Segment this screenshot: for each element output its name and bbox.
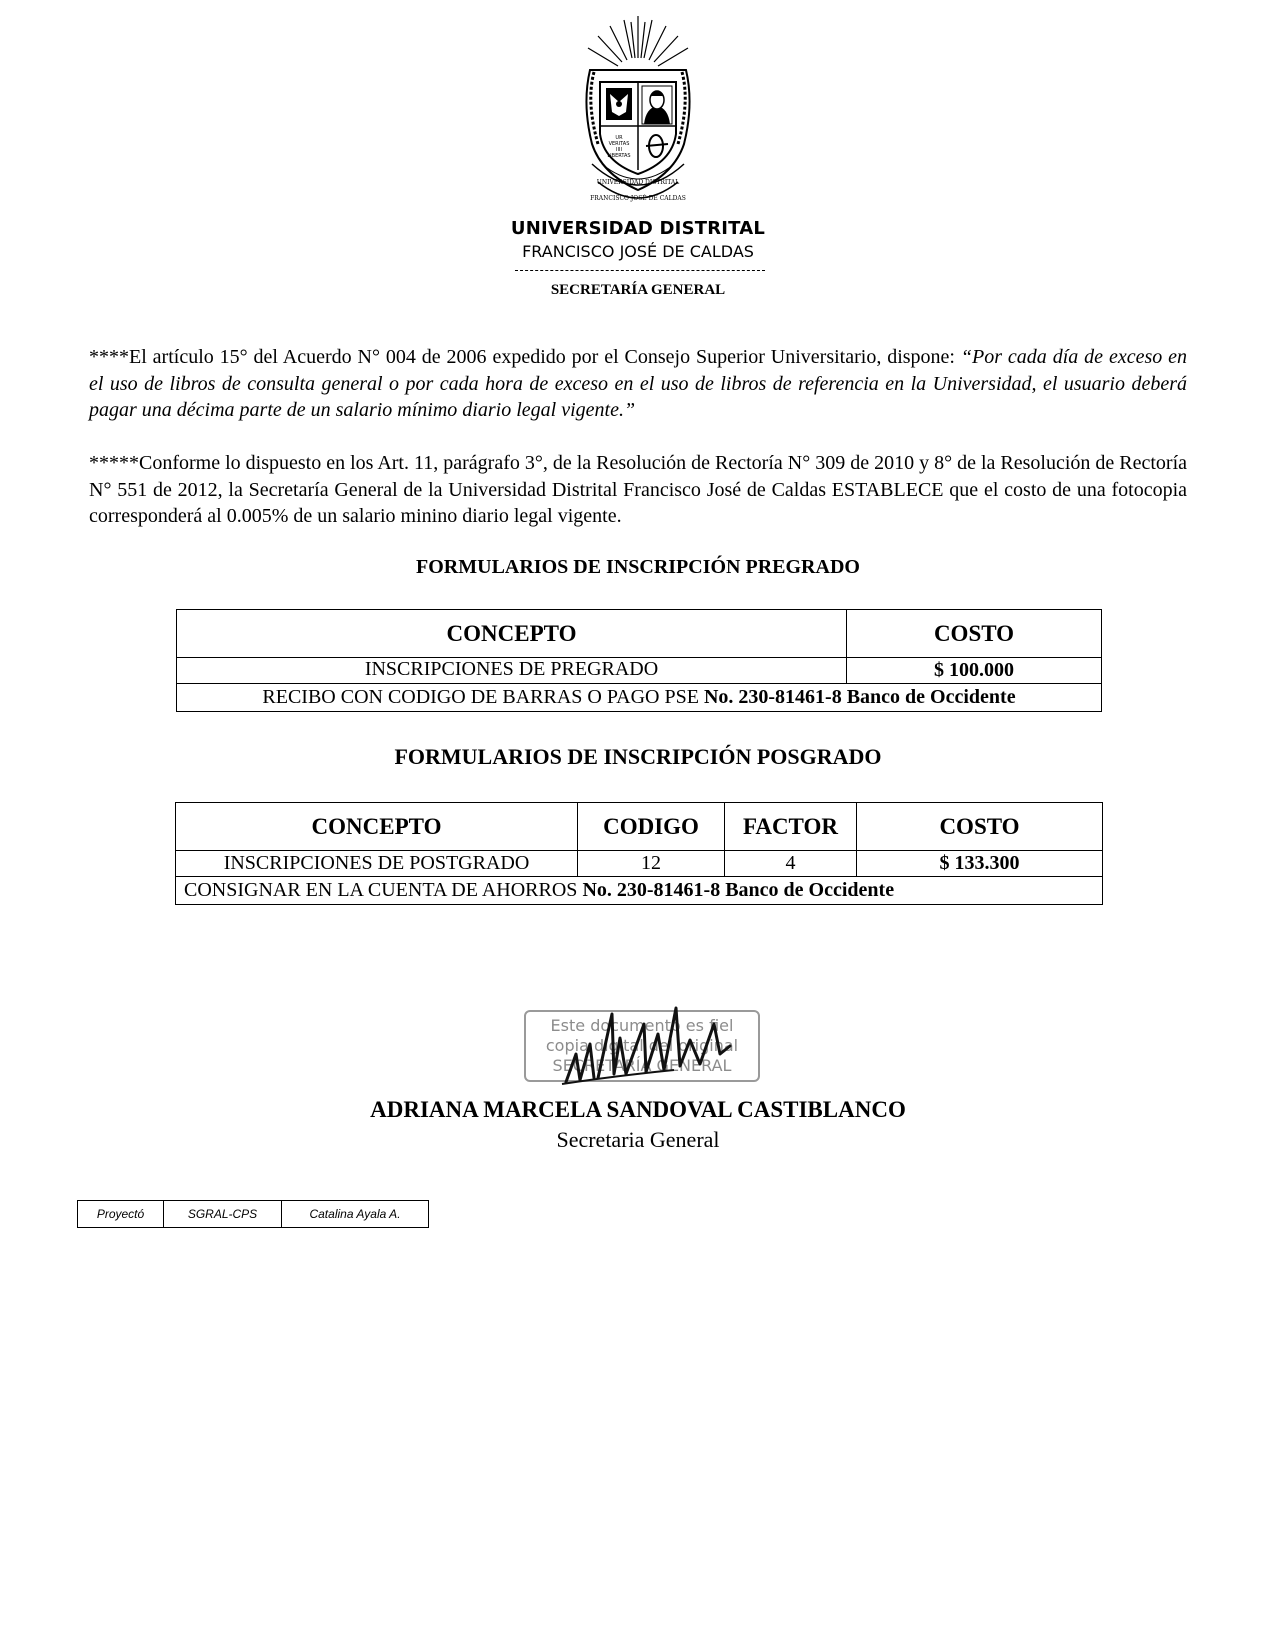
pregrado-costo-cell: $ 100.000: [847, 658, 1102, 684]
signer-name: ADRIANA MARCELA SANDOVAL CASTIBLANCO: [370, 1097, 906, 1122]
stamp-line-3: SECRETARÍA GENERAL: [552, 1056, 732, 1075]
svg-text:VERITAS: VERITAS: [608, 141, 630, 147]
pregrado-payment-method: RECIBO CON CODIGO DE BARRAS O PAGO PSE: [262, 686, 704, 708]
posgrado-factor-cell: 4: [725, 851, 857, 877]
svg-text:UNIVERSIDAD DISTRITAL: UNIVERSIDAD DISTRITAL: [596, 179, 680, 186]
posgrado-header-codigo: CODIGO: [578, 803, 725, 851]
university-crest-logo: [572, 14, 704, 210]
article-15-paragraph: [89, 344, 1187, 424]
svg-text:UR: UR: [615, 135, 623, 141]
svg-text:FRANCISCO JOSÉ DE CALDAS: FRANCISCO JOSÉ DE CALDAS: [590, 195, 686, 202]
projection-label: Proyectó: [78, 1201, 164, 1228]
posgrado-payment-note: [176, 877, 1103, 905]
university-subtitle: FRANCISCO JOSÉ DE CALDAS: [522, 242, 754, 261]
svg-text:LIBERTAS: LIBERTAS: [607, 153, 631, 159]
stamp-line-1: Este documento es fiel: [550, 1016, 734, 1035]
signer-role: Secretaria General: [556, 1127, 720, 1152]
posgrado-header-concepto: CONCEPTO: [176, 803, 578, 851]
posgrado-header-factor: FACTOR: [725, 803, 857, 851]
pregrado-account-number: No. 230-81461-8 Banco de Occidente: [703, 686, 1016, 708]
pregrado-payment-note: [177, 684, 1102, 712]
handwritten-signature: [554, 994, 744, 1094]
pregrado-header-concepto: CONCEPTO: [177, 610, 847, 658]
pregrado-table: [176, 609, 1102, 712]
article-15-quote: “Por cada día de exceso en el uso de libros de consulta general o por cada hora de exceso en el uso de libros de referencia en la Universidad, el usuario deberá pagar una décima parte de un salario mínimo diario legal vigente.”: [89, 346, 1188, 421]
pregrado-header-costo: COSTO: [847, 610, 1102, 658]
projection-office: SGRAL-CPS: [164, 1201, 282, 1228]
posgrado-concepto-cell: INSCRIPCIONES DE POSTGRADO: [176, 851, 578, 877]
article-15-lead: ****El artículo 15° del Acuerdo N° 004 de 2006 expedido por el Consejo Superior Universitario, dispone:: [89, 346, 961, 368]
stamp-line-2: copia digital del original: [545, 1036, 739, 1055]
posgrado-table: [175, 802, 1103, 905]
pregrado-title: FORMULARIOS DE INSCRIPCIÓN PREGRADO: [416, 556, 860, 578]
projection-table: [77, 1200, 429, 1228]
pregrado-concepto-cell: INSCRIPCIONES DE PREGRADO: [177, 658, 847, 684]
posgrado-title: FORMULARIOS DE INSCRIPCIÓN POSGRADO: [394, 744, 882, 769]
header-divider: [515, 270, 765, 271]
svg-text:IIII: IIII: [616, 147, 622, 153]
posgrado-header-costo: COSTO: [857, 803, 1103, 851]
university-name: UNIVERSIDAD DISTRITAL: [510, 218, 766, 239]
office-name: SECRETARÍA GENERAL: [550, 282, 726, 298]
posgrado-payment-method: CONSIGNAR EN LA CUENTA DE AHORROS: [184, 879, 583, 901]
projection-author: Catalina Ayala A.: [282, 1201, 429, 1228]
posgrado-costo-cell: $ 133.300: [857, 851, 1103, 877]
posgrado-codigo-cell: 12: [578, 851, 725, 877]
posgrado-account-number: No. 230-81461-8 Banco de Occidente: [582, 879, 895, 901]
photocopy-cost-paragraph: *****Conforme lo dispuesto en los Art. 11, parágrafo 3°, de la Resolución de Rectoría N° 309 de 2010 y 8° de la Resolución de Rectoría N° 551 de 2012, la Secretaría General de la Universidad Distrital Francisco José de Caldas ESTABLECE que el costo de una fotocopia corresponderá al 0.005% de un salario minino diario legal vigente.: [89, 452, 1188, 527]
signature-area: [524, 994, 764, 1094]
